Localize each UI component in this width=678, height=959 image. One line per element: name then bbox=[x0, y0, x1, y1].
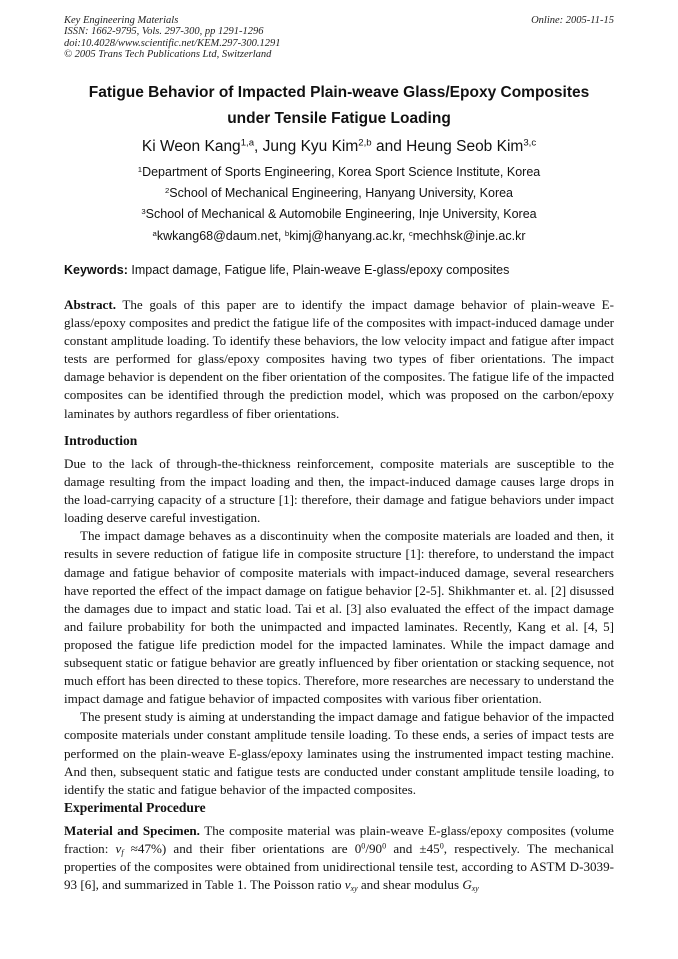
doi-line[interactable]: doi:10.4028/www.scientific.net/KEM.297-300.1291 bbox=[64, 37, 281, 49]
author-list bbox=[40, 138, 638, 156]
author-superscript: 2,b bbox=[358, 137, 372, 149]
text-run: and shear modulus bbox=[357, 877, 463, 893]
affiliation-1 bbox=[40, 165, 638, 179]
subscript: xy bbox=[350, 884, 358, 894]
paper-title bbox=[40, 80, 638, 132]
abstract-label: Abstract. bbox=[64, 297, 116, 312]
affiliation-text: Department of Sports Engineering, Korea Sport Science Institute, Korea bbox=[142, 165, 541, 179]
text-run: The composite material was plain-weave E-glass/epoxy composites (volume fraction: bbox=[64, 823, 614, 857]
keywords-text: Impact damage, Fatigue life, Plain-weave E-glass/epoxy composites bbox=[127, 263, 510, 277]
degree-superscript: 0 bbox=[439, 841, 444, 851]
author-separator: and bbox=[371, 138, 407, 155]
email-address[interactable]: kwkang68@daum.net, bbox=[156, 229, 285, 243]
subscript: xy bbox=[471, 884, 479, 894]
author-name: Heung Seob Kim bbox=[406, 138, 524, 155]
online-date: Online: 2005-11-15 bbox=[531, 15, 614, 26]
email-marker: b bbox=[284, 228, 290, 238]
author-name: Jung Kyu Kim bbox=[262, 138, 359, 155]
affiliation-text: School of Mechanical & Automobile Engineering, Inje University, Korea bbox=[145, 207, 537, 221]
journal-header bbox=[64, 15, 281, 61]
text-run: and ±45 bbox=[386, 841, 440, 857]
issn-line: ISSN: 1662-9795, Vols. 297-300, pp 1291-1296 bbox=[64, 26, 264, 38]
intro-paragraph-1: Due to the lack of through-the-thickness reinforcement, composite materials are susceptible to the damage resulting from the impact loading and then, the impact-induced damage causes large drops in the load-carrying capacity of a structure [1]: therefore, their damage and fatigue behaviors under impact loading deserve careful investigation. bbox=[64, 456, 614, 526]
material-label: Material and Specimen. bbox=[64, 823, 200, 838]
affiliation-marker: 1 bbox=[137, 164, 143, 174]
poisson-ratio-symbol: ν bbox=[344, 877, 351, 893]
affiliation-2 bbox=[40, 186, 638, 200]
intro-paragraph-3: The present study is aiming at understanding the impact damage and fatigue behavior of the impacted composite materials under constant amplitude tensile loading. To these ends, a series of impact tests are performed on the plain-weave E-glass/epoxy laminates using the instrumented impact testing machine. And then, subsequent static and fatigue tests are conducted under constant amplitude tensile loading, to identify the static and fatigue behavior of the impacted composites. bbox=[64, 709, 614, 797]
volume-fraction-symbol: v bbox=[115, 841, 122, 857]
degree-superscript: 0 bbox=[361, 841, 366, 851]
affiliation-marker: 2 bbox=[164, 185, 170, 195]
email-address[interactable]: mechhsk@inje.ac.kr bbox=[412, 229, 526, 243]
intro-paragraph-2: The impact damage behaves as a discontinuity when the composite materials are loaded and then, it results in severe reduction of fatigue life in composite structure [1]: therefore, to understand the impact damage and fatigue behavior of composite materials with impact-induced damage, several researchers have reported the effect of the impact damage on fatigue behavior [2-5]. Shikhmanter et. al. [2] disussed the damages due to impact and static load. Tai et al. [3] also evaluated the effect of the impact damage and failure probability for both the unimpacted and impacted laminates. Recently, Kang et al. [4, 5] proposed the fatigue life prediction model for the impacted laminates. While the impact damage and subsequent static or fatigue behavior are greatly influenced by fiber orientation or stacking sequence, not much effort has been directed to these topics. Therefore, more researches are necessary to understand the impact damage and fatigue behavior of impacted composites with various fiber orientation. bbox=[64, 528, 614, 707]
degree-superscript: 0 bbox=[382, 841, 387, 851]
keywords bbox=[64, 263, 616, 277]
title-line-2: under Tensile Fatigue Loading bbox=[227, 110, 451, 127]
author-name: Ki Weon Kang bbox=[141, 138, 241, 155]
abstract-paragraph bbox=[64, 296, 614, 423]
experimental-body bbox=[64, 822, 614, 894]
shear-modulus-symbol: G bbox=[462, 877, 472, 893]
email-address[interactable]: kimj@hanyang.ac.kr, bbox=[289, 229, 409, 243]
affiliation-text: School of Mechanical Engineering, Hanyang University, Korea bbox=[169, 186, 514, 200]
affiliation-marker: 3 bbox=[141, 206, 146, 216]
subscript: f bbox=[121, 848, 124, 858]
title-line-1: Fatigue Behavior of Impacted Plain-weave Glass/Epoxy Composites bbox=[88, 84, 590, 101]
text-run: ≈47%) and their fiber orientations are 0 bbox=[123, 841, 362, 857]
keywords-label: Keywords: bbox=[64, 263, 128, 277]
affiliation-3 bbox=[40, 207, 638, 221]
copyright-line: © 2005 Trans Tech Publications Ltd, Switzerland bbox=[64, 49, 272, 61]
email-line bbox=[40, 229, 638, 243]
text-run: /90 bbox=[365, 841, 383, 857]
author-superscript: 1,a bbox=[240, 137, 255, 149]
email-marker: c bbox=[408, 228, 413, 238]
text-run: , respectively. The mechanical properties of the composites were obtained from unidirectional tensile test, according to ASTM D-3039-93 [6], and summarized in Table 1. The Poisson ratio bbox=[64, 841, 614, 893]
journal-name: Key Engineering Materials bbox=[64, 15, 179, 26]
email-marker: a bbox=[152, 228, 157, 238]
introduction-heading: Introduction bbox=[64, 433, 138, 448]
introduction-body bbox=[64, 455, 614, 799]
abstract bbox=[64, 296, 614, 423]
abstract-text: The goals of this paper are to identify the impact damage behavior of plain-weave E-glass/epoxy composites and predict the fatigue life of the composites with impact-induced damage under constant amplitude loading. To identify these behaviors, the low velocity impact and fatigue after impact tests are performed for glass/epoxy composites having two types of fiber orientations. The impact damage behavior is dependent on the fiber orientation of the composites. The fatigue life of the impacted composites can be identified through the prediction model, which was proposed on the carbon/epoxy laminates by authors regardless of fiber orientations. bbox=[64, 297, 614, 421]
author-superscript: 3,c bbox=[523, 137, 537, 149]
material-paragraph bbox=[64, 822, 614, 894]
experimental-heading: Experimental Procedure bbox=[64, 800, 206, 815]
author-separator: , bbox=[254, 138, 263, 155]
